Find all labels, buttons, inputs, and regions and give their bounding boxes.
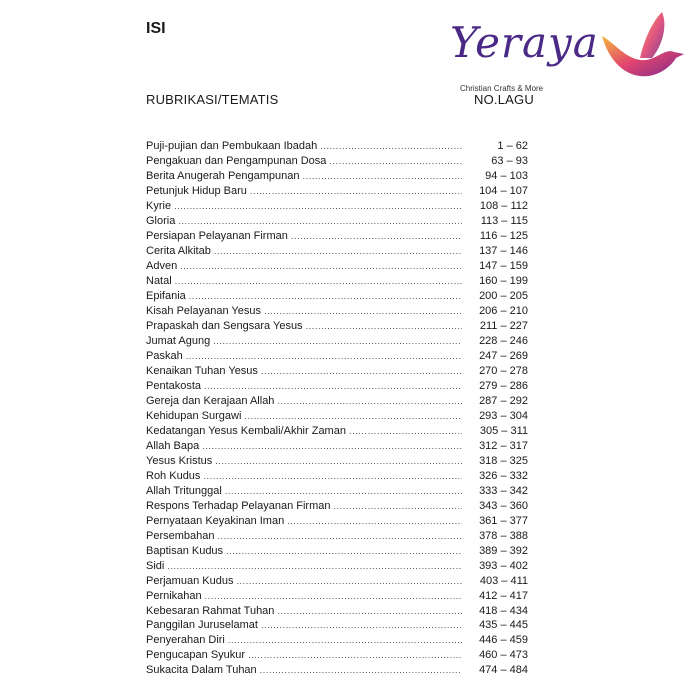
toc-topic: Prapaskah dan Sengsara Yesus	[146, 320, 303, 333]
toc-row	[146, 393, 528, 408]
toc-topic: Baptisan Kudus	[146, 544, 224, 557]
toc-row	[146, 274, 528, 289]
dot-leader	[214, 246, 462, 256]
toc-row	[146, 648, 528, 663]
dot-leader	[218, 531, 463, 541]
toc-topic: Jumat Agung	[146, 335, 211, 348]
dot-leader	[204, 381, 462, 391]
dot-leader	[287, 516, 462, 526]
dot-leader	[333, 501, 462, 511]
toc-topic: Petunjuk Hidup Baru	[146, 185, 247, 198]
dot-leader	[213, 336, 462, 346]
toc-topic: Pengucapan Syukur	[146, 649, 246, 662]
toc-song-range: 104 – 107	[479, 185, 528, 198]
toc-song-range: 474 – 484	[479, 664, 528, 677]
toc-row	[146, 349, 528, 364]
toc-song-range: 113 – 115	[480, 215, 528, 228]
dot-leader	[260, 665, 462, 675]
toc-song-range: 247 – 269	[479, 350, 528, 363]
dot-leader	[174, 201, 462, 211]
toc-row	[146, 513, 528, 528]
toc-topic: Allah Tritunggal	[146, 484, 222, 497]
dot-leader	[236, 576, 462, 586]
toc-topic: Cerita Alkitab	[146, 245, 211, 258]
toc-song-range: 94 – 103	[485, 170, 528, 183]
brand-wordmark: Yeraya	[450, 18, 599, 67]
dot-leader	[244, 411, 462, 421]
toc-row	[146, 259, 528, 274]
toc-topic: Kebesaran Rahmat Tuhan	[146, 604, 275, 617]
toc-song-range: 343 – 360	[479, 499, 528, 512]
dot-leader	[203, 471, 462, 481]
toc-song-range: 460 – 473	[479, 649, 528, 662]
dot-leader	[320, 141, 462, 151]
toc-topic: Puji-pujian dan Pembukaan Ibadah	[146, 140, 318, 153]
toc-song-range: 160 – 199	[479, 275, 528, 288]
dot-leader	[248, 650, 462, 660]
dot-leader	[180, 261, 462, 271]
toc-row	[146, 408, 528, 423]
dot-leader	[261, 366, 462, 376]
toc-topic: Adven	[146, 260, 178, 273]
toc-topic: Kenaikan Tuhan Yesus	[146, 365, 258, 378]
toc-topic: Berita Anugerah Pengampunan	[146, 170, 300, 183]
table-of-contents	[146, 139, 528, 678]
toc-song-range: 389 – 392	[479, 544, 528, 557]
toc-row	[146, 154, 528, 169]
dot-leader	[202, 441, 462, 451]
toc-row	[146, 423, 528, 438]
dot-leader	[228, 635, 462, 645]
toc-song-range: 318 – 325	[479, 454, 528, 467]
toc-row	[146, 139, 528, 154]
dot-leader	[291, 231, 462, 241]
toc-row	[146, 588, 528, 603]
toc-song-range: 279 – 286	[479, 379, 528, 392]
toc-topic: Penyerahan Diri	[146, 634, 225, 647]
toc-topic: Sukacita Dalam Tuhan	[146, 664, 257, 677]
dot-leader	[205, 591, 462, 601]
dot-leader	[277, 606, 462, 616]
toc-song-range: 333 – 342	[479, 484, 528, 497]
toc-row	[146, 483, 528, 498]
toc-topic: Pentakosta	[146, 379, 202, 392]
toc-row	[146, 334, 528, 349]
toc-row	[146, 603, 528, 618]
toc-topic: Kehidupan Surgawi	[146, 409, 242, 422]
toc-topic: Pernikahan	[146, 589, 202, 602]
toc-song-range: 412 – 417	[479, 589, 528, 602]
toc-song-range: 1 – 62	[497, 140, 528, 153]
toc-row	[146, 468, 528, 483]
toc-topic: Gloria	[146, 215, 176, 228]
toc-topic: Pernyataan Keyakinan Iman	[146, 514, 285, 527]
dot-leader	[225, 486, 462, 496]
dot-leader	[215, 456, 462, 466]
toc-topic: Persiapan Pelayanan Firman	[146, 230, 288, 243]
dot-leader	[186, 351, 462, 361]
toc-song-range: 326 – 332	[479, 469, 528, 482]
toc-song-range: 116 – 125	[479, 230, 528, 243]
dot-leader	[303, 171, 462, 181]
toc-topic: Perjamuan Kudus	[146, 574, 234, 587]
toc-song-range: 435 – 445	[479, 619, 528, 632]
dot-leader	[175, 276, 462, 286]
toc-row	[146, 244, 528, 259]
toc-song-range: 63 – 93	[491, 155, 528, 168]
toc-song-range: 312 – 317	[479, 439, 528, 452]
toc-row	[146, 453, 528, 468]
dot-leader	[189, 291, 462, 301]
toc-song-range: 378 – 388	[479, 529, 528, 542]
toc-topic: Sidi	[146, 559, 165, 572]
toc-row	[146, 618, 528, 633]
toc-row	[146, 289, 528, 304]
dot-leader	[277, 396, 462, 406]
toc-song-range: 446 – 459	[479, 634, 528, 647]
column-header-topic: RUBRIKASI/TEMATIS	[146, 92, 279, 107]
toc-row	[146, 379, 528, 394]
dove-icon	[596, 8, 696, 80]
toc-row	[146, 184, 528, 199]
toc-song-range: 211 – 227	[479, 320, 528, 333]
toc-song-range: 393 – 402	[479, 559, 528, 572]
page-title: ISI	[146, 20, 166, 37]
toc-row	[146, 229, 528, 244]
toc-row	[146, 169, 528, 184]
toc-song-range: 270 – 278	[479, 365, 528, 378]
toc-row	[146, 498, 528, 513]
dot-leader	[178, 216, 462, 226]
toc-topic: Yesus Kristus	[146, 454, 213, 467]
toc-topic: Gereja dan Kerajaan Allah	[146, 394, 275, 407]
toc-topic: Natal	[146, 275, 172, 288]
toc-topic: Roh Kudus	[146, 469, 201, 482]
dot-leader	[261, 620, 462, 630]
dot-leader	[264, 306, 462, 316]
toc-song-range: 287 – 292	[479, 394, 528, 407]
dot-leader	[167, 561, 462, 571]
brand-logo	[446, 4, 696, 96]
dot-leader	[349, 426, 462, 436]
toc-song-range: 147 – 159	[479, 260, 528, 273]
toc-song-range: 206 – 210	[479, 305, 528, 318]
toc-topic: Allah Bapa	[146, 439, 200, 452]
toc-song-range: 137 – 146	[479, 245, 528, 258]
toc-row	[146, 364, 528, 379]
toc-song-range: 403 – 411	[479, 574, 528, 587]
toc-topic: Epifania	[146, 290, 186, 303]
toc-row	[146, 304, 528, 319]
toc-song-range: 418 – 434	[479, 604, 528, 617]
toc-topic: Respons Terhadap Pelayanan Firman	[146, 499, 331, 512]
dot-leader	[226, 546, 462, 556]
toc-song-range: 200 – 205	[479, 290, 528, 303]
toc-row	[146, 438, 528, 453]
toc-topic: Paskah	[146, 350, 183, 363]
dot-leader	[306, 321, 462, 331]
toc-row	[146, 633, 528, 648]
toc-row	[146, 528, 528, 543]
toc-topic: Kedatangan Yesus Kembali/Akhir Zaman	[146, 424, 346, 437]
dot-leader	[329, 156, 462, 166]
toc-row	[146, 663, 528, 678]
toc-topic: Kisah Pelayanan Yesus	[146, 305, 261, 318]
toc-topic: Kyrie	[146, 200, 172, 213]
toc-song-range: 293 – 304	[479, 409, 528, 422]
dot-leader	[250, 186, 462, 196]
toc-row	[146, 573, 528, 588]
toc-row	[146, 543, 528, 558]
toc-row	[146, 199, 528, 214]
toc-row	[146, 319, 528, 334]
toc-topic: Persembahan	[146, 529, 215, 542]
toc-song-range: 108 – 112	[479, 200, 528, 213]
toc-song-range: 305 – 311	[479, 424, 528, 437]
toc-topic: Pengakuan dan Pengampunan Dosa	[146, 155, 327, 168]
toc-row	[146, 558, 528, 573]
toc-row	[146, 214, 528, 229]
toc-topic: Panggilan Juruselamat	[146, 619, 258, 632]
toc-song-range: 228 – 246	[479, 335, 528, 348]
column-header-number: NO.LAGU	[474, 92, 534, 107]
toc-song-range: 361 – 377	[479, 514, 528, 527]
brand-tagline: Christian Crafts & More	[460, 84, 544, 93]
